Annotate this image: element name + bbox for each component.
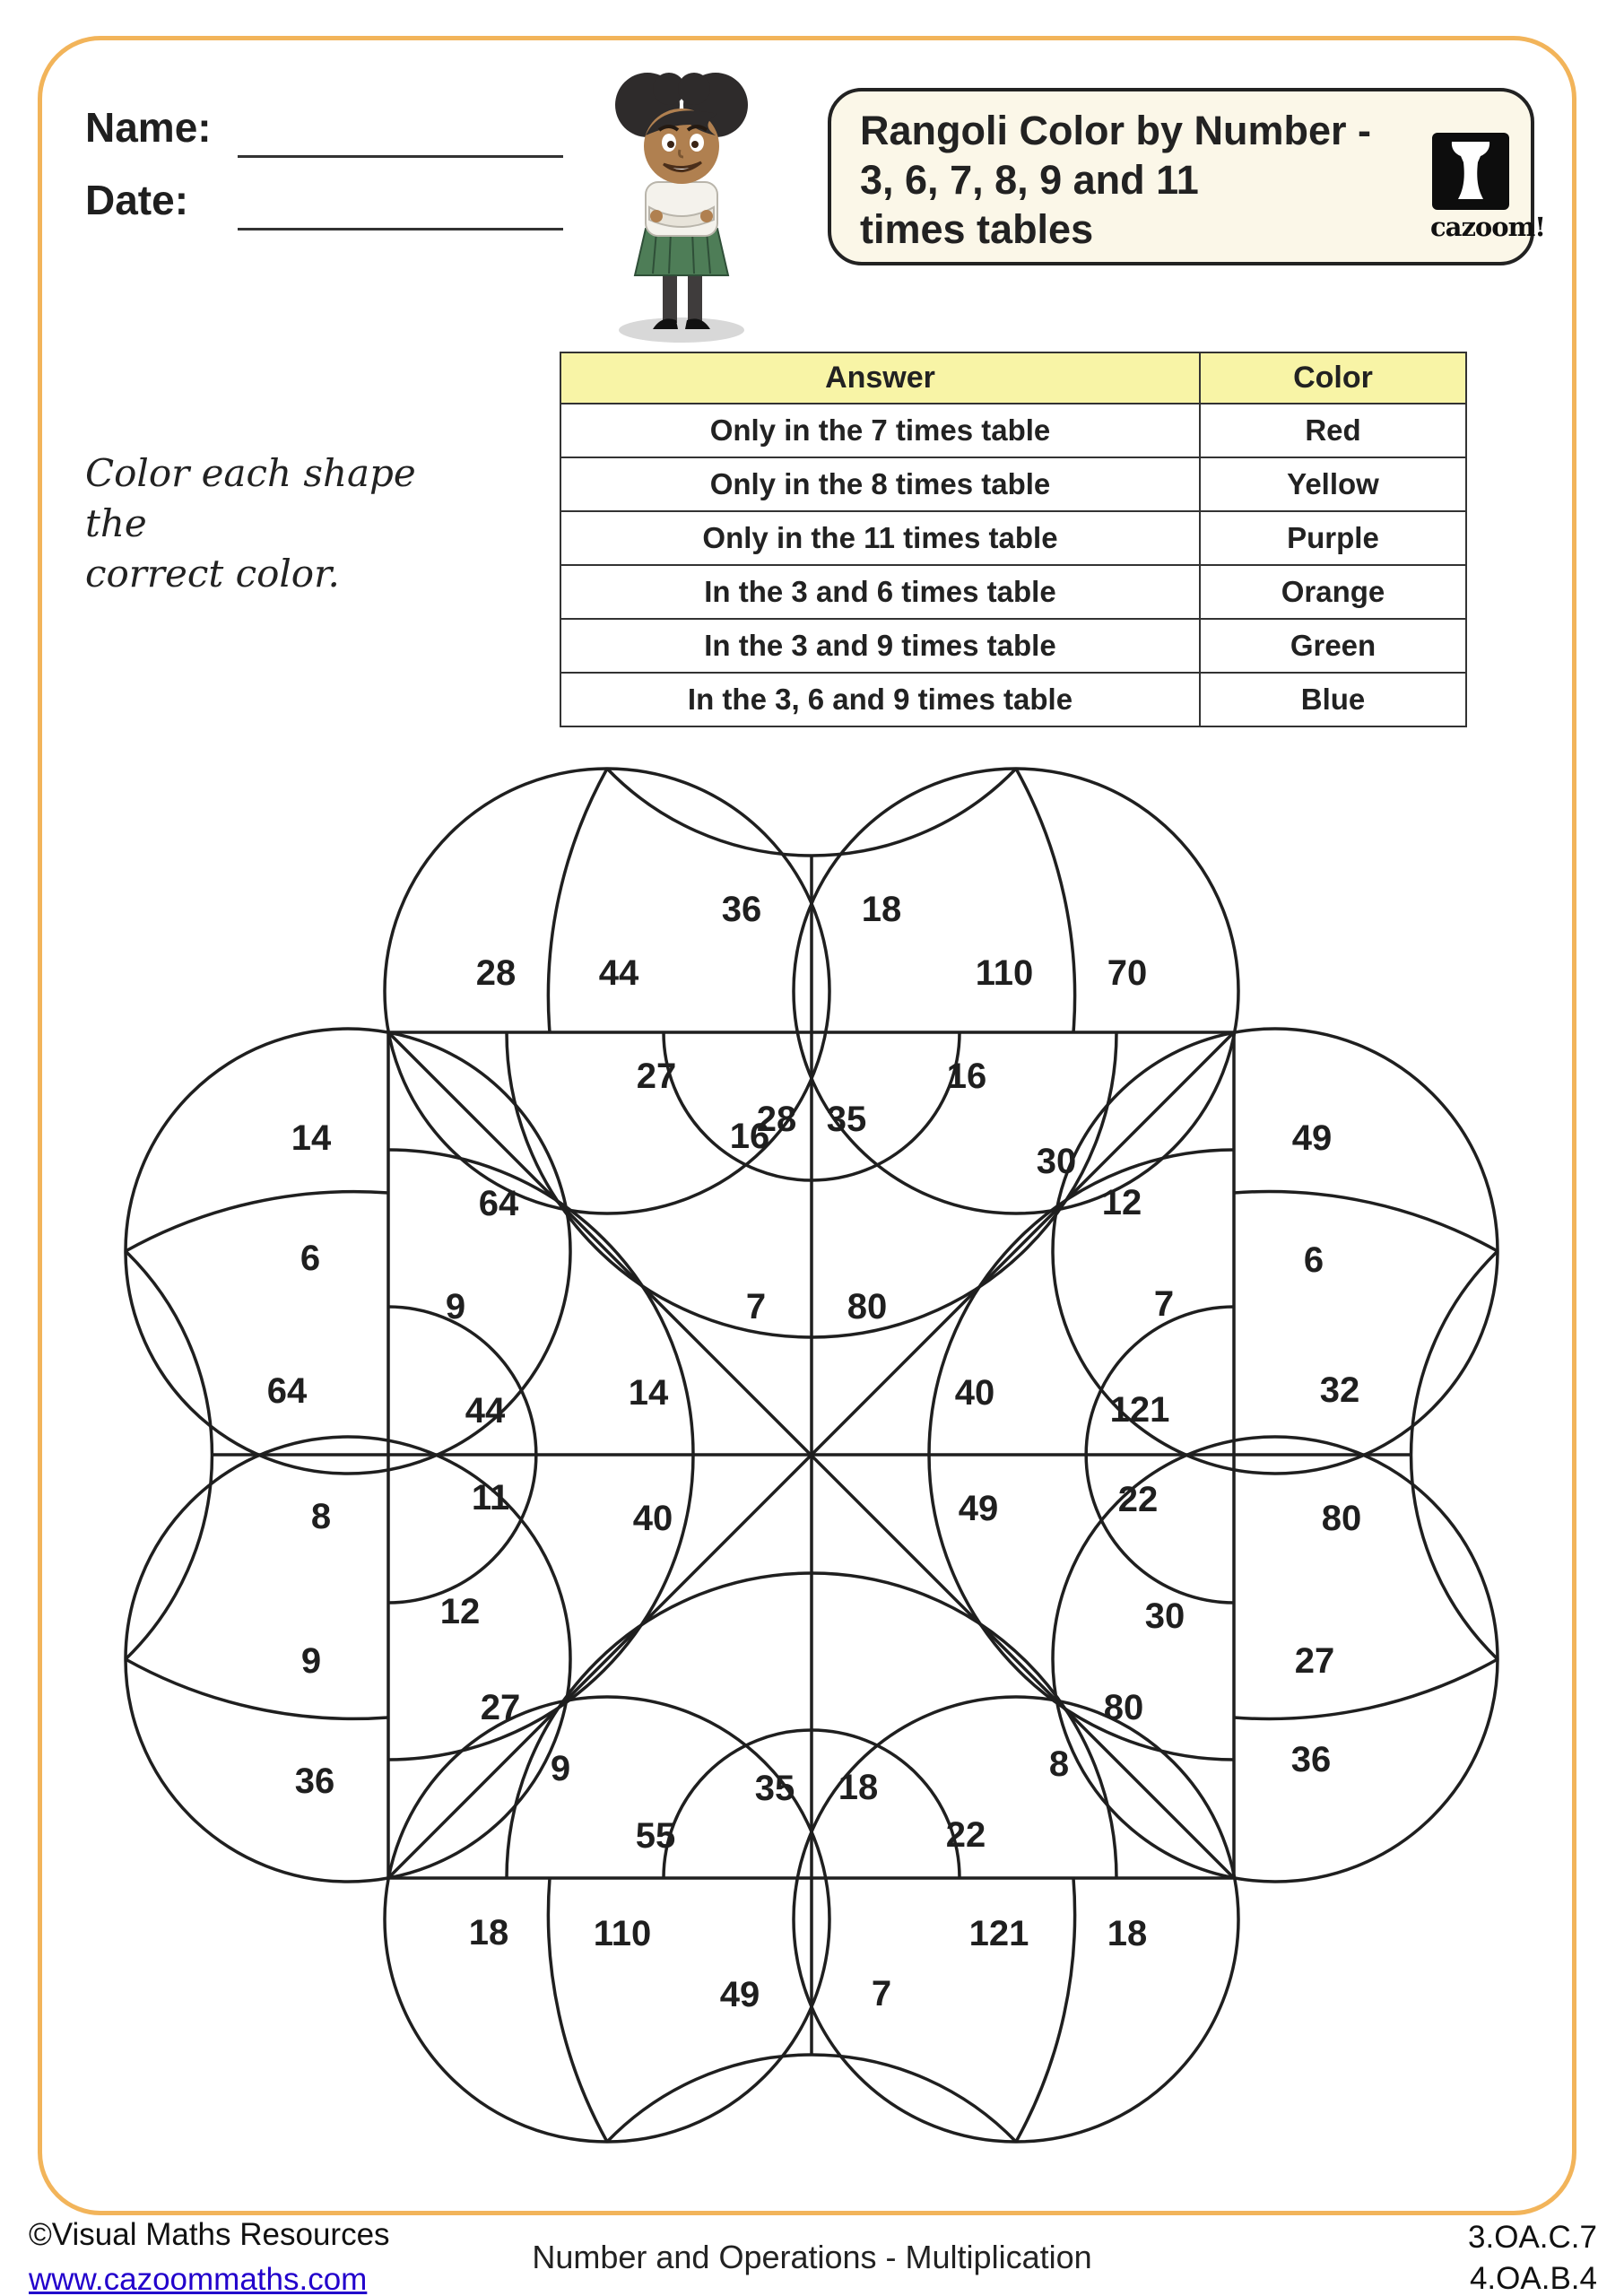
region-number: 18 bbox=[468, 1913, 509, 1952]
legend-color: Green bbox=[1200, 619, 1466, 673]
rangoli-lines bbox=[126, 769, 1498, 2142]
region-number: 22 bbox=[945, 1815, 986, 1855]
website-link[interactable]: www.cazoommaths.com bbox=[29, 2262, 368, 2296]
region-number: 18 bbox=[861, 890, 902, 929]
region-number: 27 bbox=[480, 1688, 521, 1727]
date-label: Date: bbox=[85, 177, 189, 223]
region-number: 35 bbox=[754, 1769, 795, 1808]
region-number: 8 bbox=[1048, 1744, 1070, 1784]
region-number: 49 bbox=[1291, 1118, 1333, 1158]
region-number: 8 bbox=[310, 1497, 332, 1536]
cross-arc bbox=[126, 1192, 388, 1251]
standard-code-1: 3.OA.C.7 bbox=[1468, 2220, 1597, 2255]
region-number: 80 bbox=[1103, 1688, 1144, 1727]
instruction-line-1: Color each shape the bbox=[85, 451, 416, 545]
legend-answer: Only in the 11 times table bbox=[560, 511, 1200, 565]
instruction-line-2: correct color. bbox=[85, 552, 340, 596]
region-number: 30 bbox=[1144, 1596, 1185, 1636]
region-number: 27 bbox=[1294, 1641, 1335, 1681]
region-number: 44 bbox=[465, 1391, 506, 1431]
legend-answer: In the 3, 6 and 9 times table bbox=[560, 673, 1200, 726]
name-label: Name: bbox=[85, 104, 212, 151]
region-number: 22 bbox=[1117, 1480, 1159, 1519]
region-number: 80 bbox=[847, 1287, 888, 1326]
region-number: 9 bbox=[550, 1749, 571, 1788]
valley-arc-e bbox=[1411, 1251, 1498, 1659]
region-number: 14 bbox=[291, 1118, 332, 1158]
region-number: 18 bbox=[838, 1768, 879, 1807]
cross-arc bbox=[1234, 1659, 1498, 1718]
region-number: 27 bbox=[636, 1057, 677, 1096]
region-number: 36 bbox=[1290, 1740, 1332, 1779]
region-number: 49 bbox=[958, 1489, 999, 1528]
region-number: 28 bbox=[756, 1100, 797, 1139]
region-number: 12 bbox=[1101, 1183, 1142, 1222]
region-number: 36 bbox=[721, 890, 762, 929]
region-number: 9 bbox=[445, 1287, 466, 1326]
region-number: 55 bbox=[635, 1816, 676, 1856]
region-number: 30 bbox=[1036, 1142, 1077, 1181]
region-number: 80 bbox=[1321, 1499, 1362, 1538]
title-line-3: times tables bbox=[860, 206, 1094, 252]
legend-answer: In the 3 and 6 times table bbox=[560, 565, 1200, 619]
region-number: 64 bbox=[478, 1184, 519, 1223]
region-number: 18 bbox=[1107, 1914, 1148, 1953]
region-number: 64 bbox=[266, 1371, 308, 1411]
region-number: 9 bbox=[300, 1641, 322, 1681]
region-number: 35 bbox=[826, 1100, 867, 1139]
footer-topic: Number and Operations - Multiplication bbox=[532, 2239, 1092, 2275]
region-number: 40 bbox=[632, 1499, 673, 1538]
footer-standards bbox=[1468, 2217, 1597, 2296]
legend-color: Red bbox=[1200, 404, 1466, 457]
region-number: 70 bbox=[1107, 953, 1148, 993]
region-number: 6 bbox=[300, 1239, 321, 1278]
region-number: 16 bbox=[729, 1117, 770, 1156]
cazoom-logo-text: cazoom! bbox=[1430, 212, 1546, 242]
region-number: 44 bbox=[598, 953, 639, 993]
region-number: 36 bbox=[294, 1761, 335, 1801]
legend-answer: Only in the 8 times table bbox=[560, 457, 1200, 511]
region-number: 11 bbox=[471, 1478, 510, 1518]
region-number: 110 bbox=[975, 953, 1034, 993]
region-number: 7 bbox=[1153, 1284, 1175, 1324]
legend-header-answer: Answer bbox=[560, 352, 1200, 404]
region-number: 40 bbox=[954, 1373, 995, 1413]
region-number: 14 bbox=[628, 1373, 669, 1413]
region-number: 7 bbox=[745, 1287, 767, 1326]
title-line-1: Rangoli Color by Number - bbox=[860, 108, 1372, 153]
title-line-2: 3, 6, 7, 8, 9 and 11 bbox=[860, 157, 1199, 203]
region-number: 121 bbox=[1109, 1390, 1170, 1430]
valley-arc-w bbox=[126, 1251, 212, 1659]
region-number: 49 bbox=[719, 1975, 760, 2014]
valley-arc-n bbox=[607, 769, 1016, 856]
region-number: 16 bbox=[946, 1057, 987, 1096]
region-number: 121 bbox=[968, 1914, 1029, 1953]
valley-arc-s bbox=[607, 2055, 1016, 2142]
legend-header-color: Color bbox=[1200, 352, 1466, 404]
region-number: 28 bbox=[475, 953, 517, 993]
region-number: 6 bbox=[1303, 1240, 1324, 1280]
region-number: 12 bbox=[439, 1592, 481, 1631]
legend-answer: Only in the 7 times table bbox=[560, 404, 1200, 457]
legend-color: Orange bbox=[1200, 565, 1466, 619]
legend-color: Blue bbox=[1200, 673, 1466, 726]
standard-code-2: 4.OA.B.4 bbox=[1469, 2261, 1597, 2296]
region-number: 110 bbox=[593, 1914, 652, 1953]
cross-arc bbox=[126, 1659, 388, 1718]
legend-color: Yellow bbox=[1200, 457, 1466, 511]
region-number: 32 bbox=[1319, 1370, 1360, 1410]
region-number: 7 bbox=[871, 1974, 892, 2013]
cross-arc bbox=[1234, 1192, 1498, 1251]
legend-color: Purple bbox=[1200, 511, 1466, 565]
legend-answer: In the 3 and 9 times table bbox=[560, 619, 1200, 673]
copyright-text: ©Visual Maths Resources bbox=[29, 2217, 390, 2252]
